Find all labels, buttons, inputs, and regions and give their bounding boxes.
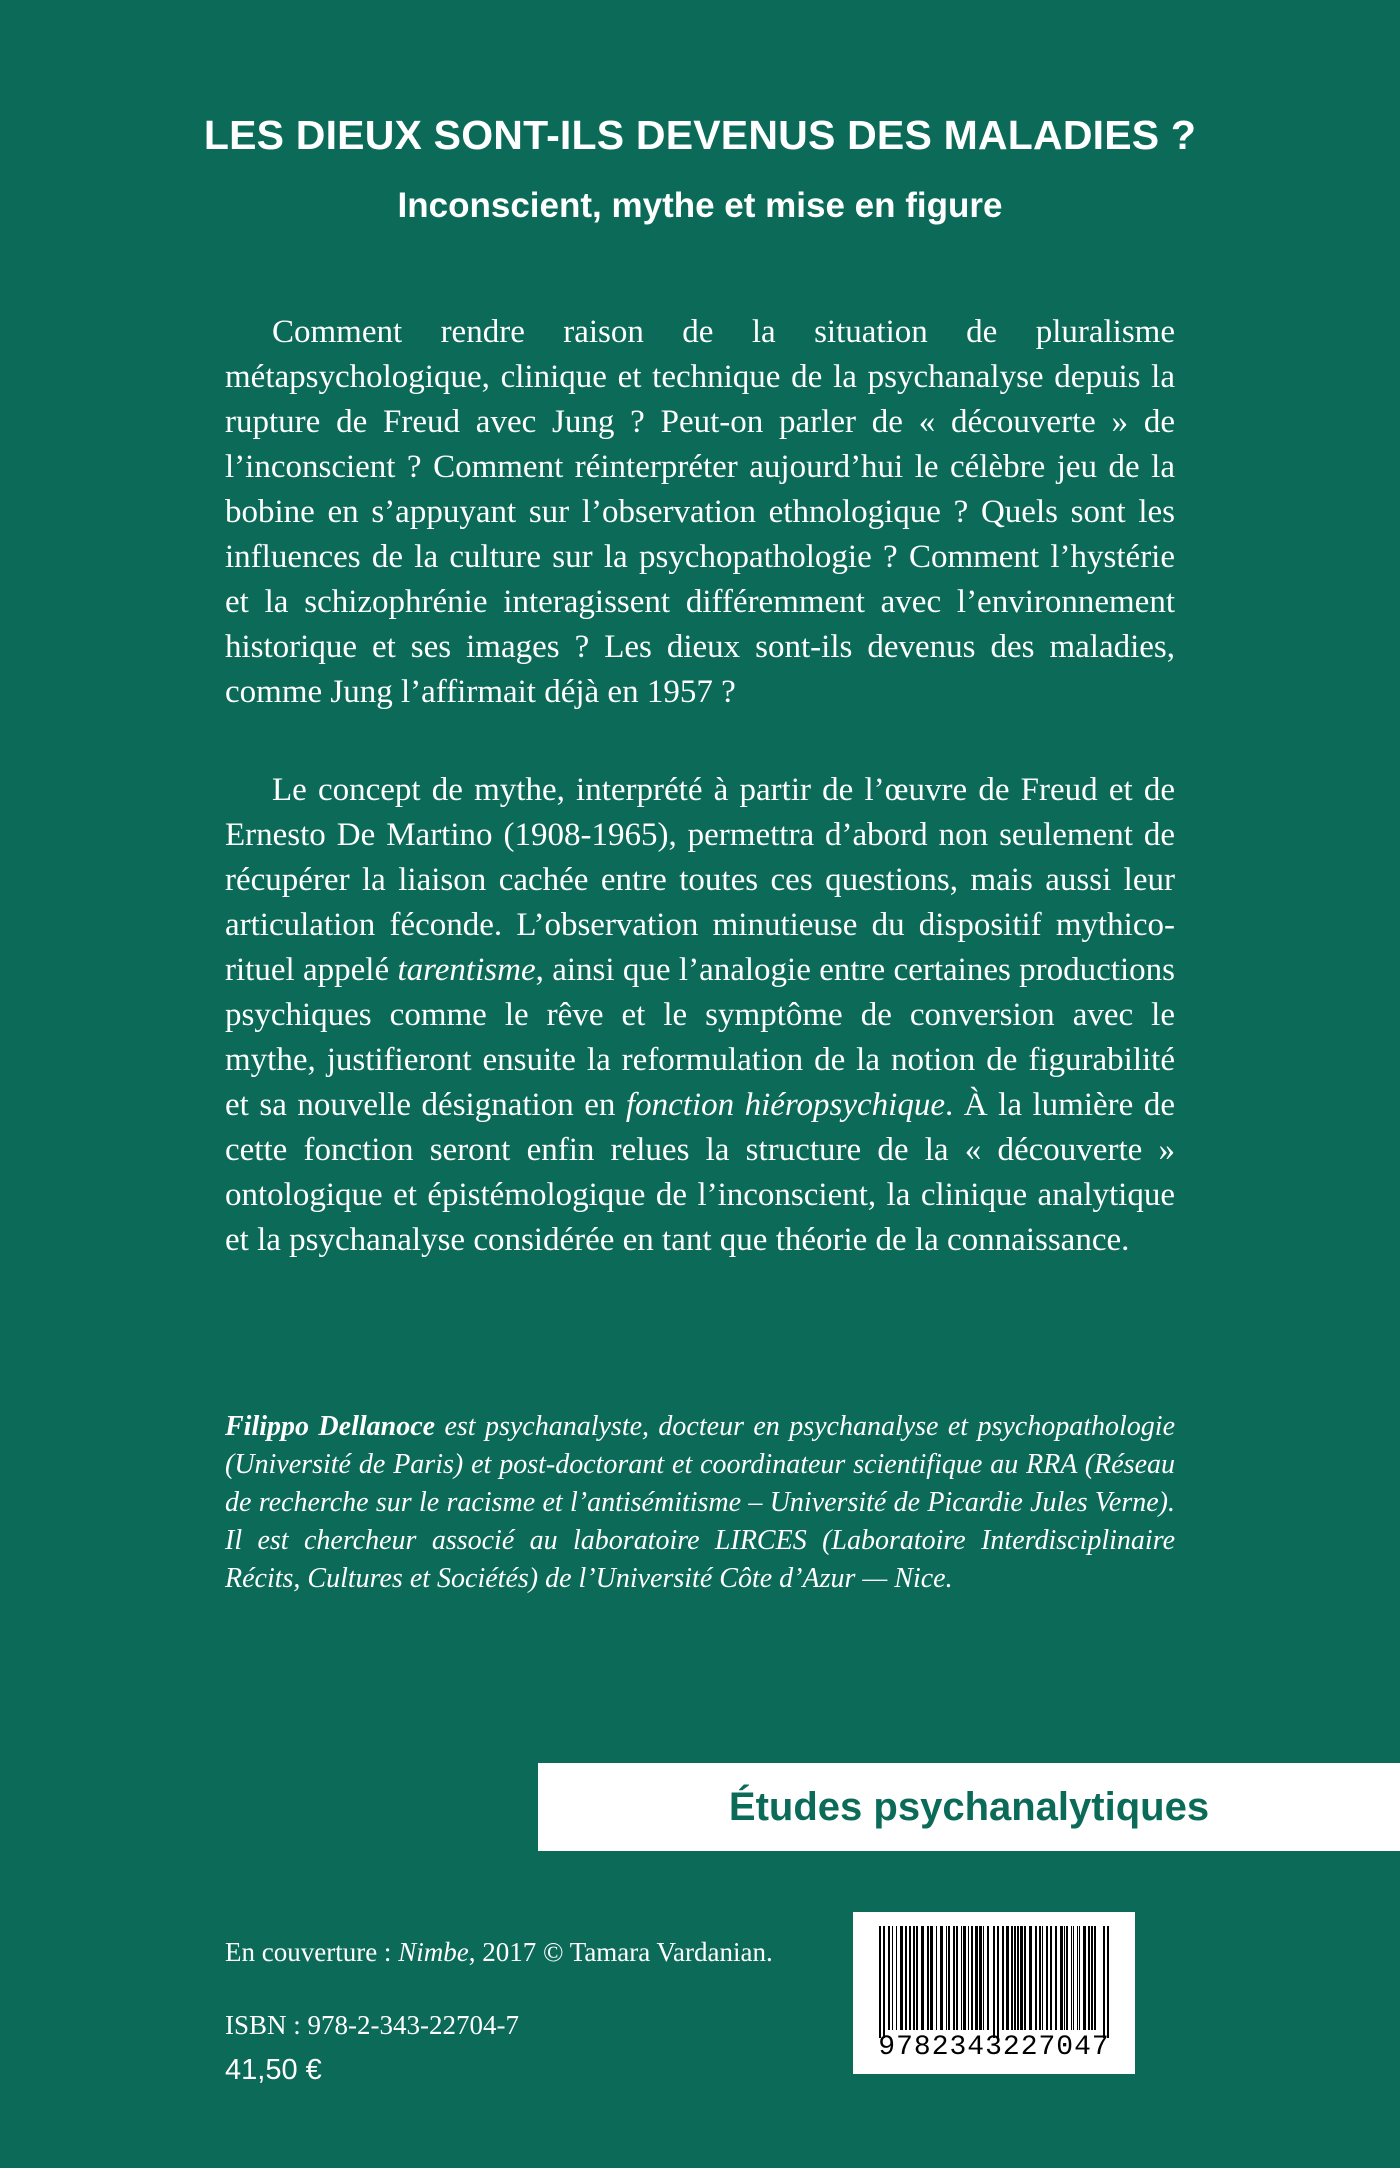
blurb-term-tarentisme: tarentisme: [397, 952, 536, 988]
credit-suffix: , 2017 © Tamara Vardanian.: [468, 1937, 773, 1967]
blurb-p2-part2: , ainsi que l’analogie entre certaines productions psychiques comme le rêve et le symptôme de conversion avec le mythe, justifieront ensuite la reformulation de la notion de figurabilité et sa nouvelle désignation en: [225, 952, 1175, 1123]
book-subtitle: Inconscient, mythe et mise en figure: [397, 186, 1003, 225]
book-title: LES DIEUX SONT-ILS DEVENUS DES MALADIES ?: [203, 112, 1197, 158]
blurb-paragraph-1: Comment rendre raison de la situation de pluralisme métapsychologique, clinique et technique de la psychanalyse depuis la rupture de Freud avec Jung ? Peut-on parler de « découverte » de l’inconscient ? Comment réinterpréter aujourd’hui le célèbre jeu de la bobine en s’appuyant sur l’observation ethnologique ? Quels sont les influences de la culture sur la psychopathologie ? Comment l’hystérie et la schizophrénie interagissent différemment avec l’environnement historique et ses images ? Les dieux sont-ils devenus des maladies, comme Jung l’affirmait déjà en 1957 ?: [225, 314, 1175, 710]
cover-credit: [225, 1937, 773, 1968]
author-bio-text: est psychanalyste, docteur en psychanalyse et psychopathologie (Université de Paris) et post-doctorant et coordinateur scientifique au RRA (Réseau de recherche sur le racisme et l’antisémitisme – Université de Picardie Jules Verne). Il est chercheur associé au laboratoire LIRCES (Laboratoire Interdisciplinaire Récits, Cultures et Sociétés) de l’Université Côte d’Azur — Nice.: [225, 1411, 1175, 1594]
price: 41,50 €: [225, 2054, 322, 2086]
barcode: [853, 1912, 1135, 2074]
blurb-paragraph-2: [225, 768, 1175, 1263]
series-label: Études psychanalytiques: [728, 1785, 1210, 1829]
credit-prefix: En couverture :: [225, 1937, 399, 1967]
series-band: [538, 1763, 1400, 1851]
blurb-p2-part1: Le concept de mythe, interprété à partir de l’œuvre de Freud et de Ernesto De Martino (1908-1965), permettra d’abord non seulement de récupérer la liaison cachée entre toutes ces questions, mais aussi leur articulation féconde. L’observation minutieuse du dispositif mythico-rituel appelé: [225, 772, 1175, 988]
barcode-digits: 9782343227047: [878, 2032, 1110, 2063]
author-bio: [225, 1408, 1175, 1598]
blurb-p2-part3: . À la lumière de cette fonction seront enfin relues la structure de la « découverte » ontologique et épistémologique de l’inconscient, la clinique analytique et la psychanalyse considérée en tant que théorie de la connaissance.: [225, 1087, 1175, 1258]
blurb-term-fonction: fonction hiéropsychique: [625, 1087, 945, 1123]
credit-work: Nimbe: [398, 1937, 469, 1967]
isbn: ISBN : 978-2-343-22704-7: [225, 2010, 519, 2040]
author-name: Filippo Dellanoce: [225, 1411, 436, 1442]
